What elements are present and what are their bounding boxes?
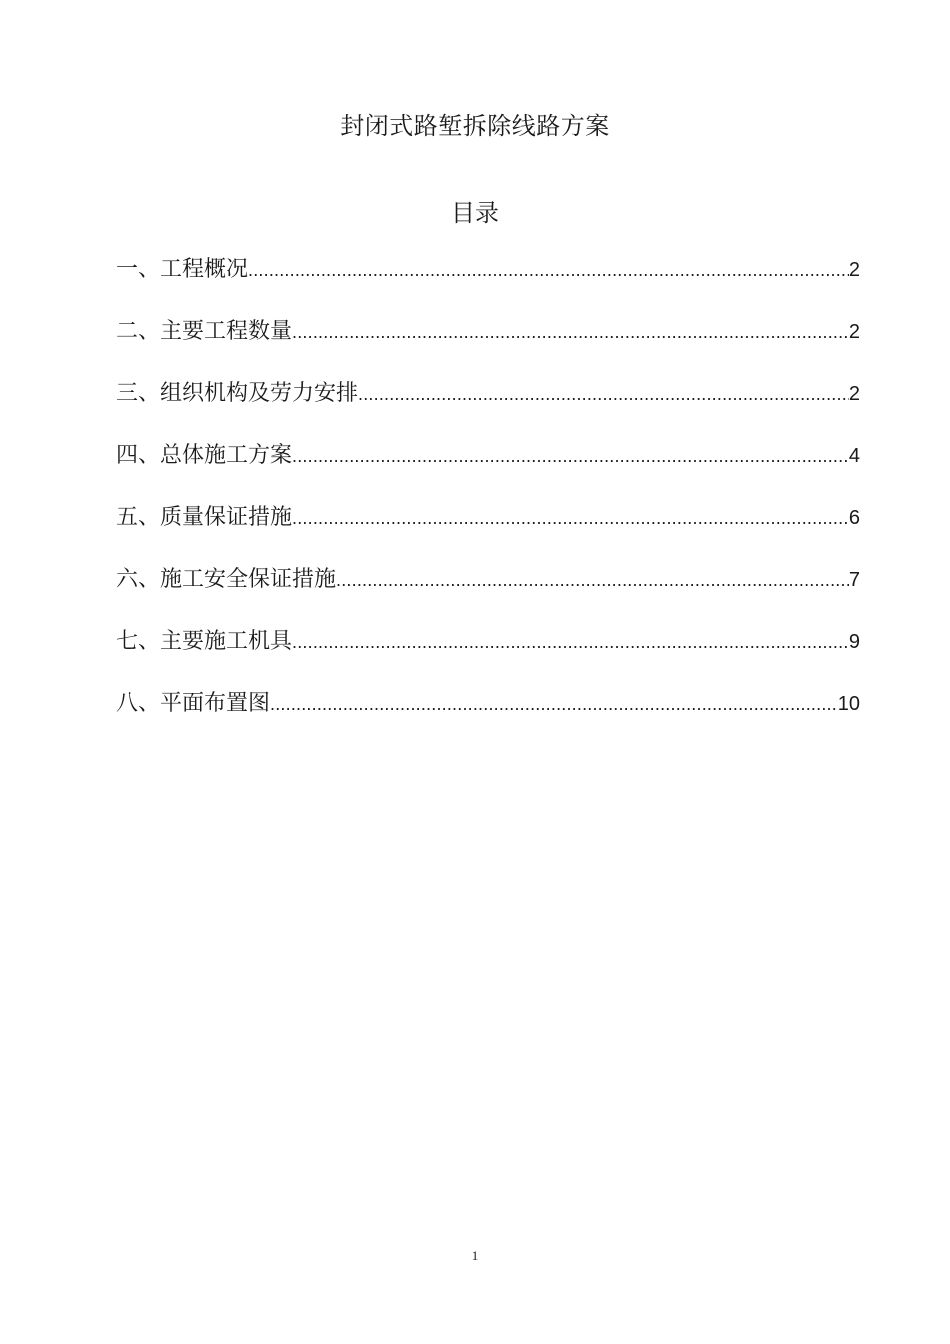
- toc-entry[interactable]: [116, 686, 860, 748]
- toc-dot-leader: [336, 570, 849, 591]
- toc-entry-label: 三、组织机构及劳力安排: [116, 381, 359, 406]
- toc-dot-leader: [248, 260, 849, 281]
- toc-entry[interactable]: [116, 314, 860, 376]
- toc-entry[interactable]: [116, 500, 860, 562]
- toc-entry-page: 2: [848, 383, 860, 405]
- table-of-contents: [116, 252, 860, 748]
- toc-entry-label: 八、平面布置图: [116, 691, 271, 716]
- toc-entry-page: 7: [848, 569, 860, 591]
- toc-dot-leader: [270, 694, 838, 715]
- toc-entry-label: 七、主要施工机具: [116, 629, 293, 654]
- toc-entry[interactable]: [116, 376, 860, 438]
- toc-dot-leader: [292, 446, 849, 467]
- toc-dot-leader: [292, 322, 849, 343]
- toc-entry[interactable]: [116, 438, 860, 500]
- toc-entry-label: 五、质量保证措施: [116, 505, 293, 530]
- toc-entry[interactable]: [116, 624, 860, 686]
- toc-entry-label: 六、施工安全保证措施: [116, 567, 337, 592]
- toc-entry-page: 9: [848, 631, 860, 653]
- toc-entry[interactable]: [116, 562, 860, 624]
- toc-entry-page: 10: [837, 693, 860, 715]
- toc-entry-page: 2: [848, 259, 860, 281]
- toc-dot-leader: [358, 384, 849, 405]
- toc-dot-leader: [292, 632, 849, 653]
- toc-entry-label: 四、总体施工方案: [116, 443, 293, 468]
- toc-entry-page: 6: [848, 507, 860, 529]
- toc-dot-leader: [292, 508, 849, 529]
- toc-entry[interactable]: [116, 252, 860, 314]
- toc-entry-label: 一、工程概况: [116, 257, 249, 282]
- toc-entry-label: 二、主要工程数量: [116, 319, 293, 344]
- toc-heading: 目录: [451, 199, 499, 227]
- document-title: 封闭式路堑拆除线路方案: [340, 112, 610, 140]
- toc-entry-page: 2: [848, 321, 860, 343]
- toc-entry-page: 4: [848, 445, 860, 467]
- page-number: 1: [471, 1248, 479, 1263]
